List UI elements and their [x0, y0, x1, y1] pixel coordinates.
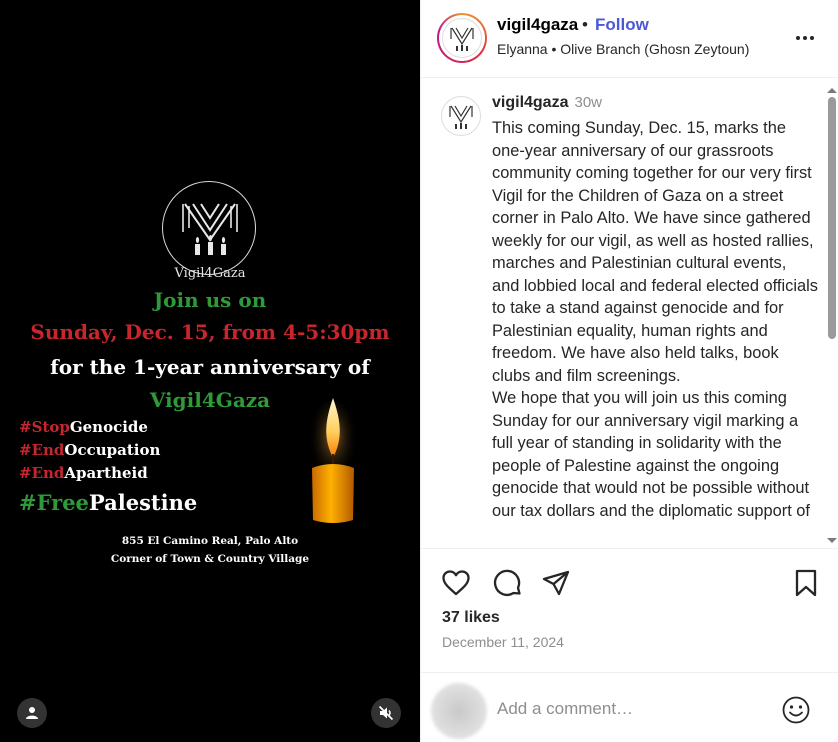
user-icon — [25, 706, 39, 720]
post-header — [421, 0, 838, 78]
hashtag-list — [19, 416, 197, 519]
audio-track-link[interactable]: Elyanna • Olive Branch (Ghosn Zeytoun) — [497, 41, 750, 57]
caption-paragraph: We hope that you will join us this coming Sunday for our anniversary vigil marking a full year of standing in solidarity with the people of Palestine against the ongoing genocide that would not be possible without our tax dollars and the diplomatic support of — [492, 389, 810, 520]
caption-section — [421, 79, 838, 549]
logo-label: Vigil4Gaza — [174, 266, 246, 281]
event-address: 855 El Camino Real, Palo Alto Corner of Town & Country Village — [110, 535, 310, 565]
comment-input[interactable] — [497, 697, 767, 721]
hashtag-stop-genocide: #StopGenocide — [19, 418, 148, 436]
hashtag-end-occupation: #EndOccupation — [19, 441, 161, 459]
mute-button[interactable] — [371, 698, 401, 728]
follow-button[interactable]: Follow — [595, 15, 649, 34]
hashtag-free-palestine: #FreePalestine — [19, 490, 198, 515]
scroll-up-arrow-icon[interactable] — [825, 85, 838, 95]
vigil4gaza-logo — [162, 181, 256, 275]
caption-text — [492, 117, 818, 522]
vigil4gaza-avatar-logo — [443, 19, 481, 57]
post-actions — [421, 550, 838, 615]
likes-count[interactable]: 37 likes — [442, 609, 500, 626]
poster-org-name: Vigil4Gaza — [149, 388, 271, 412]
add-comment-bar — [421, 672, 838, 742]
bookmark-icon[interactable] — [791, 568, 821, 598]
scroll-down-arrow-icon[interactable] — [825, 536, 838, 546]
story-avatar[interactable] — [437, 13, 487, 63]
vigil4gaza-avatar-logo — [442, 97, 480, 135]
poster-anniversary-line: for the 1-year anniversary of — [50, 355, 370, 379]
candle-image — [308, 396, 358, 531]
send-icon[interactable] — [541, 568, 571, 598]
more-options-icon[interactable] — [793, 26, 817, 50]
caption-timestamp[interactable]: 30w — [574, 94, 603, 111]
caption-avatar[interactable] — [441, 96, 481, 136]
heart-icon[interactable] — [441, 568, 471, 598]
hashtag-end-apartheid: #EndApartheid — [19, 464, 148, 482]
caption-header — [492, 94, 602, 112]
poster-headline: Join us on — [153, 288, 267, 312]
header-username[interactable]: vigil4gaza — [497, 15, 579, 34]
current-user-avatar — [431, 683, 487, 739]
comment-icon[interactable] — [493, 568, 523, 598]
tagged-users-button[interactable] — [17, 698, 47, 728]
caption-username[interactable]: vigil4gaza — [492, 94, 569, 111]
caption-paragraph: This coming Sunday, Dec. 15, marks the one-year anniversary of our grassroots community coming together for our very first Vigil for the Children of Gaza on a street corner in Palo Alto. We have since gathered weekly for our vigil, as well as hosted rallies, marches and Palestinian cultural events, and lobbied local and federal elected officials to take a stand against genocide and for Palestinian equality, human rights and freedom. We have also held talks, book clubs and film screenings. — [492, 119, 818, 385]
emoji-icon[interactable] — [781, 695, 811, 725]
caption-scrollbar-thumb[interactable] — [828, 97, 836, 339]
header-separator: • — [582, 15, 588, 34]
post-side-panel — [420, 0, 838, 742]
post-date[interactable]: December 11, 2024 — [442, 634, 564, 650]
speaker-muted-icon — [378, 705, 394, 721]
poster-date: Sunday, Dec. 15, from 4-5:30pm — [30, 320, 390, 344]
event-poster — [0, 178, 420, 568]
